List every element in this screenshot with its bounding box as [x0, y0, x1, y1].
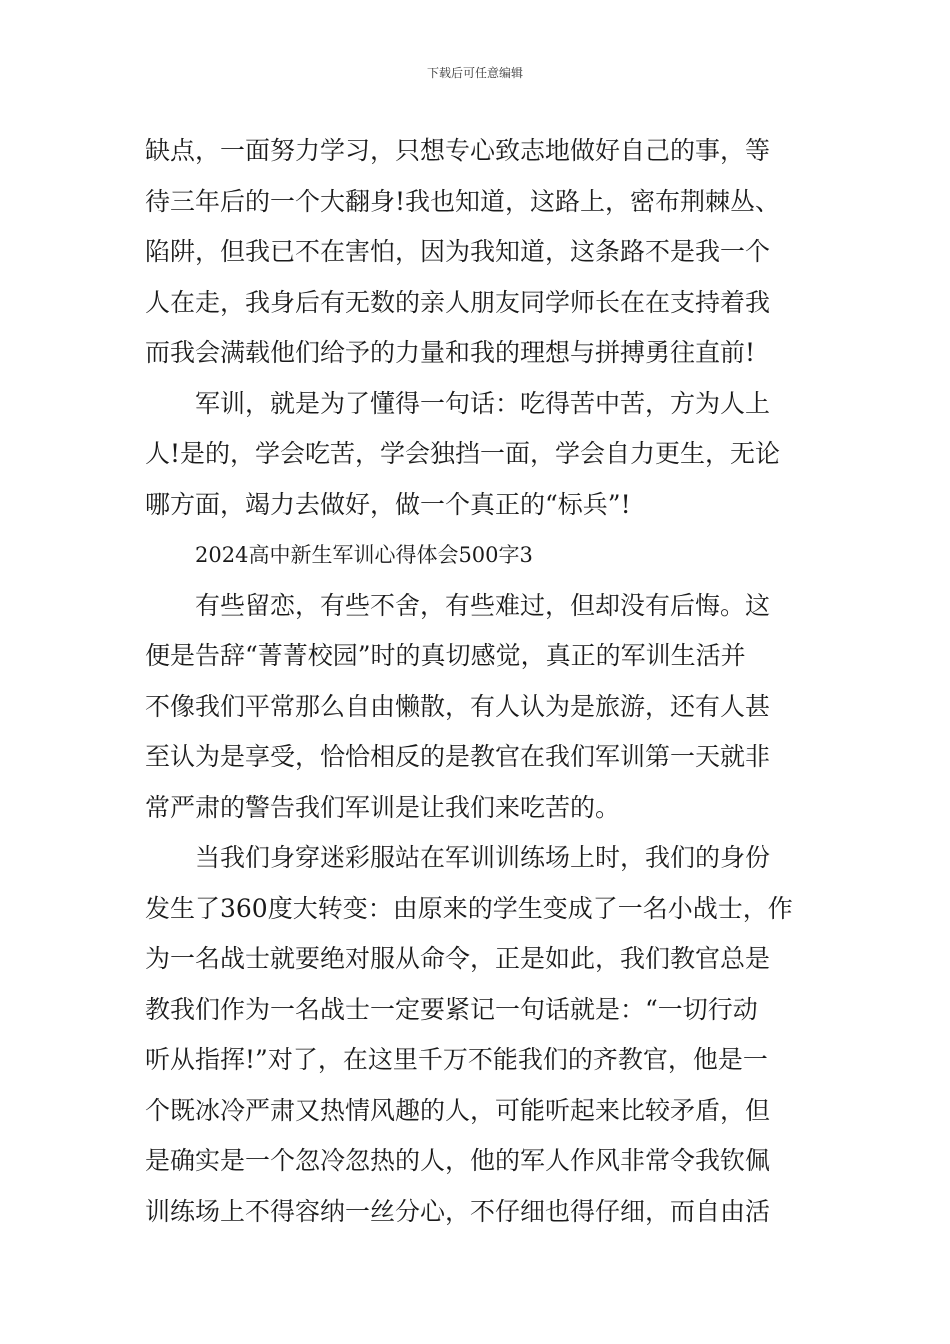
text-line: 缺点，一面努力学习，只想专心致志地做好自己的事，等 — [145, 136, 771, 165]
text-line: 为一名战士就要绝对服从命令，正是如此，我们教官总是 — [145, 944, 771, 973]
paragraph-first-line: 军训，就是为了懂得一句话：吃得苦中苦，方为人上 — [195, 388, 771, 418]
text-line: 人在走，我身后有无数的亲人朋友同学师长在在支持着我 — [145, 287, 771, 317]
text-line: 至认为是享受，恰恰相反的是教官在我们军训第一天就非 — [145, 742, 771, 771]
text-line: 哪方面，竭力去做好，做一个真正的“标兵”! — [145, 489, 631, 519]
text-line: 不像我们平常那么自由懒散，有人认为是旅游，还有人甚 — [145, 691, 771, 721]
text-line: 训练场上不得容纳一丝分心，不仔细也得仔细，而自由活 — [145, 1196, 771, 1226]
text-line: 人!是的，学会吃苦，学会独挡一面，学会自力更生，无论 — [145, 439, 781, 468]
text-line: 待三年后的一个大翻身!我也知道，这路上，密布荆棘丛、 — [145, 186, 781, 216]
page-header: 下载后可任意编辑 — [426, 66, 523, 80]
section-heading: 2024高中新生军训心得体会500字3 — [195, 543, 533, 567]
text-line: 常严肃的警告我们军训是让我们来吃苦的。 — [145, 792, 621, 822]
text-line: 而我会满载他们给予的力量和我的理想与拼搏勇往直前! — [145, 338, 756, 367]
document-body — [145, 126, 820, 1237]
paragraph-first-line: 有些留恋，有些不舍，有些难过，但却没有后悔。这 — [195, 590, 771, 620]
text-line: 陷阱，但我已不在害怕，因为我知道，这条路不是我一个 — [145, 237, 771, 266]
text-line: 便是告辞“菁菁校园”时的真切感觉，真正的军训生活并 — [145, 641, 746, 670]
text-line: 个既冰冷严肃又热情风趣的人，可能听起来比较矛盾，但 — [145, 1095, 771, 1125]
text-line: 听从指挥!”对了，在这里千万不能我们的齐教官，他是一 — [145, 1045, 768, 1074]
text-line: 教我们作为一名战士一定要紧记一句话就是：“一切行动 — [145, 994, 758, 1024]
paragraph-first-line: 当我们身穿迷彩服站在军训训练场上时，我们的身份 — [195, 843, 771, 872]
text-line: 发生了360度大转变：由原来的学生变成了一名小战士，作 — [145, 893, 793, 923]
text-line: 是确实是一个忽冷忽热的人，他的军人作风非常令我钦佩 — [145, 1146, 771, 1175]
